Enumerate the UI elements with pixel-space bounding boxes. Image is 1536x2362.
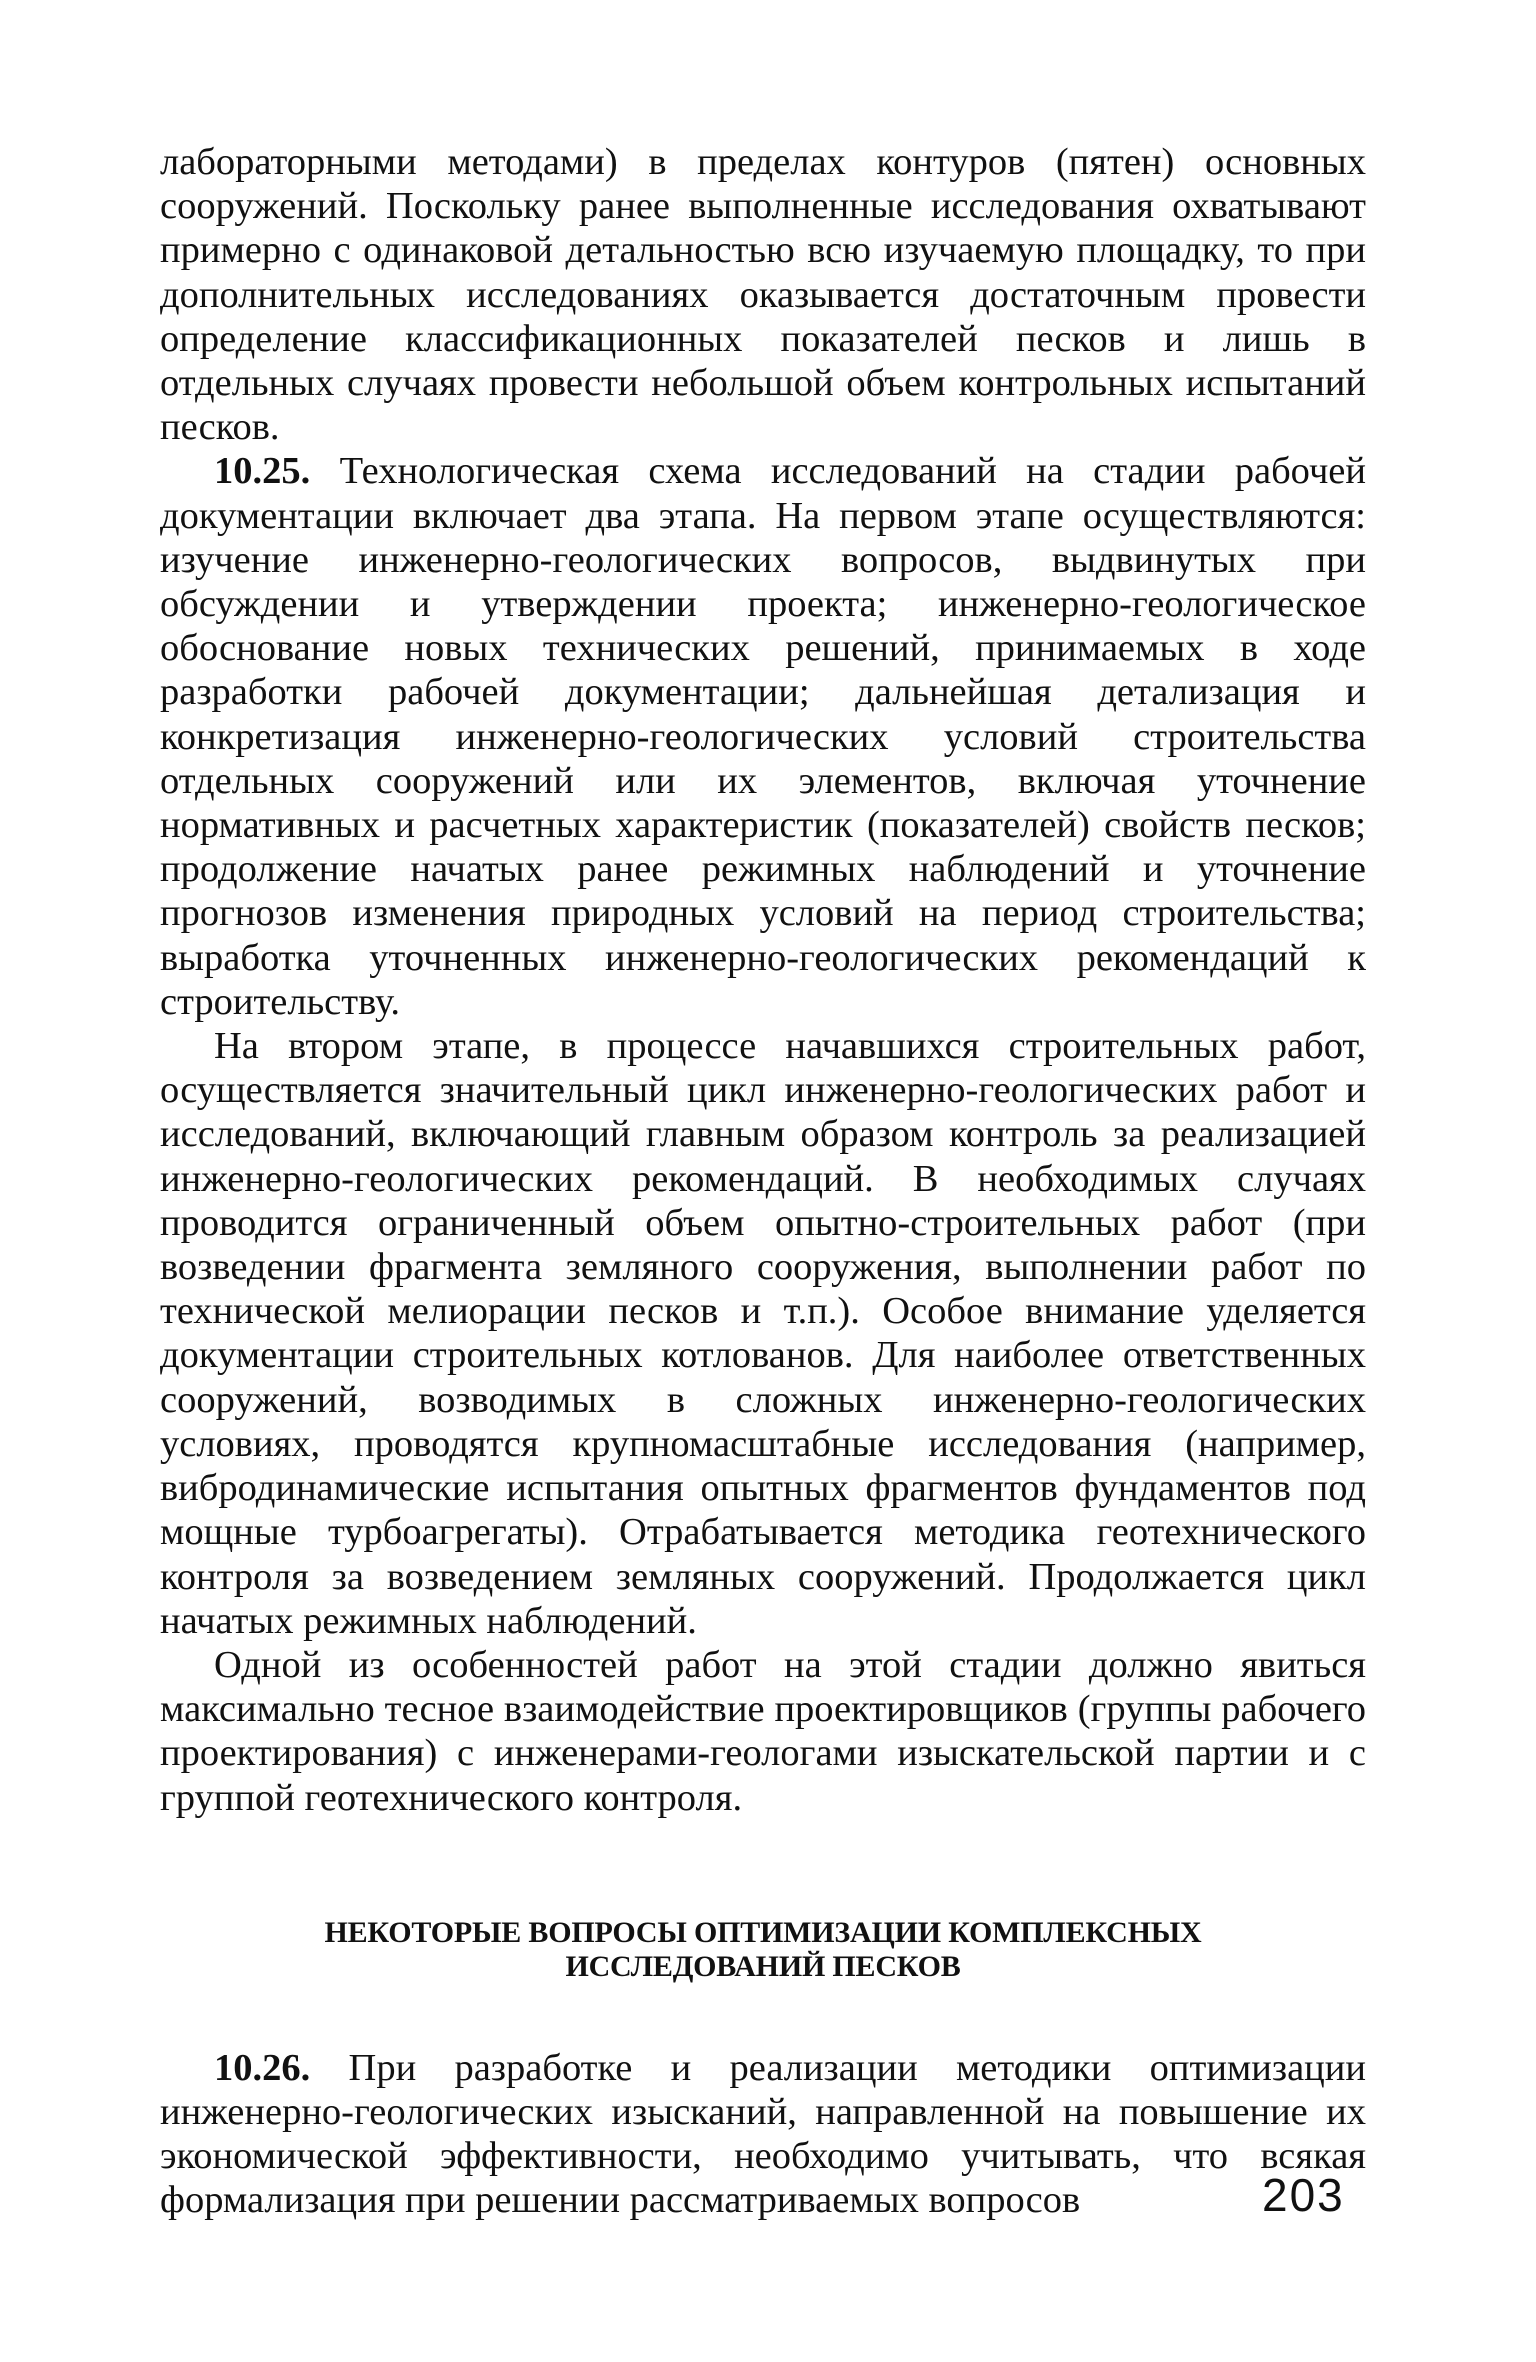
paragraph-text: Технологическая схема исследований на стадии рабочей документации включает два этапа. На первом этапе осуществляются: изучение инженерно-геологических вопросов, выдвинутых при обсуждении и утверждении проекта; инженерно-геологическое обоснование новых технических решений, принимаемых в ходе разработки рабочей документации; дальнейшая детализация и конкретизация инженерно-геологических условий строительства отдельных сооружений или их элементов, включая уточнение нормативных и расчетных характеристик (показателей) свойств песков; продолжение начатых ранее режимных наблюдений и уточнение прогнозов изменения природных условий на период строительства; выработка уточненных инженерно-геологических рекомендаций к строительству.	[160, 450, 1366, 1023]
heading-line-1: НЕКОТОРЫЕ ВОПРОСЫ ОПТИМИЗАЦИИ КОМПЛЕКСНЫХ	[324, 1915, 1202, 1949]
paragraph-text: лабораторными методами) в пределах контуров (пятен) основных сооружений. Поскольку ранее выполненные исследования охватывают примерно с одинаковой детальностью всю изучаемую площадку, то при дополнительных исследованиях оказывается достаточным провести определение классификационных показателей песков и лишь в отдельных случаях провести небольшой объем контрольных испытаний песков.	[160, 141, 1366, 449]
paragraph-text: На втором этапе, в процессе начавшихся строительных работ, осуществляется значительный цикл инженерно-геологических работ и исследований, включающий главным образом контроль за реализацией инженерно-геологических рекомендаций. В необходимых случаях проводится ограниченный объем опытно-строительных работ (при возведении фрагмента земляного сооружения, выполнении работ по технической мелиорации песков и т.п.). Особое внимание уделяется документации строительных котлованов. Для наиболее ответственных сооружений, возводимых в сложных инженерно-геологических условиях, проводятся крупномасштабные исследования (например, вибродинамические испытания опытных фрагментов фундаментов под мощные турбоагрегаты). Отрабатывается методика геотехнического контроля за возведением земляных сооружений. Продолжается цикл начатых режимных наблюдений.	[160, 1025, 1366, 1642]
heading-line-2: ИССЛЕДОВАНИЙ ПЕСКОВ	[565, 1949, 961, 1983]
paragraph-continuation	[160, 140, 1366, 449]
paragraph-interaction	[160, 1643, 1366, 1820]
paragraph-10-25	[160, 449, 1366, 1024]
paragraph-text: При разработке и реализации методики оптимизации инженерно-геологических изысканий, направленной на повышение их экономической эффективности, необходимо учитывать, что всякая формализация при решении рассматриваемых вопросов	[160, 2046, 1366, 2222]
section-number: 10.26.	[214, 2046, 311, 2089]
section-number: 10.25.	[214, 450, 311, 493]
page-body	[160, 140, 1366, 2223]
paragraph-10-26	[160, 2046, 1366, 2223]
paragraph-text: Одной из особенностей работ на этой стадии должно явиться максимально тесное взаимодействие проектировщиков (группы рабочего проектирования) с инженерами-геологами изыскательской партии и с группой геотехнического контроля.	[160, 1643, 1366, 1819]
paragraph-second-stage	[160, 1024, 1366, 1643]
section-heading	[160, 1916, 1366, 1984]
page-number: 203	[1262, 2169, 1345, 2221]
